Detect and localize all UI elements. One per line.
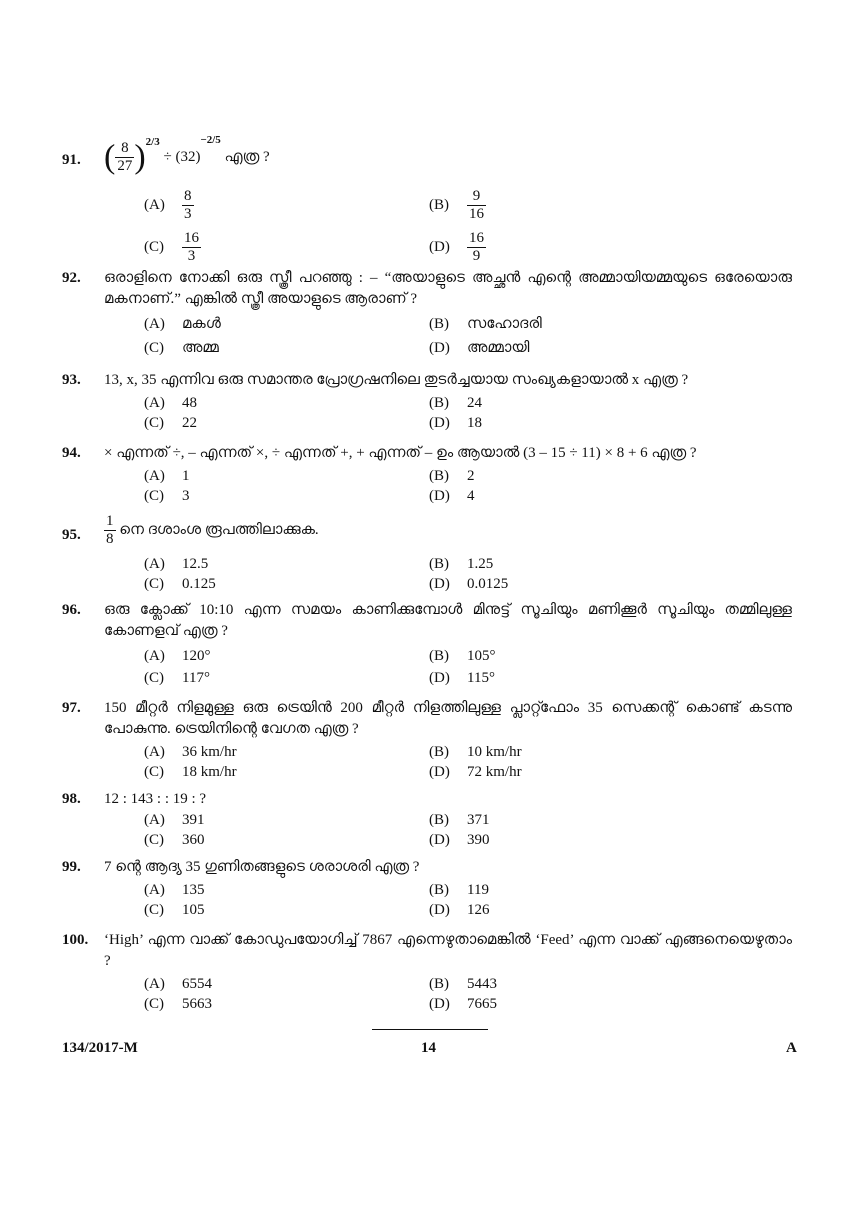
question-number: 96. [62, 602, 81, 618]
options [144, 742, 792, 782]
option-b: (B) 1.25 [429, 556, 494, 572]
option-c: (C) അമ്മ [144, 340, 219, 356]
options [144, 974, 792, 1014]
option-a: (A) 391 [144, 812, 205, 828]
question-95 [62, 513, 792, 594]
question-text: എത്ര ? [224, 149, 270, 165]
option-d: (D) 115° [429, 670, 495, 686]
question-number: 91. [62, 152, 81, 168]
option-b: (B) 119 [429, 882, 489, 898]
fraction: $\frac{8}{27}$ [117, 140, 133, 174]
option-b: (B) 371 [429, 812, 490, 828]
option-c: (C) 360 [144, 832, 205, 848]
option-d: (D) 18 [429, 415, 482, 431]
question-text: 12 : 143 : : 19 : ? [104, 791, 207, 807]
option-a: (A) 6554 [144, 976, 212, 992]
option-b: (B) 5443 [429, 976, 497, 992]
options [144, 810, 792, 850]
option-a: (A) മകൾ [144, 316, 221, 332]
option-c: (C) 5663 [144, 996, 212, 1012]
question-number: 93. [62, 372, 81, 388]
option-a: (A) $\frac{8}{3}$ [144, 188, 192, 222]
options [144, 646, 792, 688]
question-text: × എന്നത് ÷, – എന്നത് ×, ÷ എന്നത് +, + എന്നത് – ഉം ആയാൽ (3 – 15 ÷ 11) × 8 + 6 എത്ര ? [104, 445, 697, 461]
options [144, 554, 792, 594]
page-number: 14 [421, 1040, 436, 1056]
question-96 [62, 600, 792, 688]
question-93 [62, 370, 792, 433]
paren-close: ) [134, 138, 146, 176]
option-a: (A) 48 [144, 395, 197, 411]
question-99 [62, 857, 792, 920]
option-d: (D) 4 [429, 488, 475, 504]
option-c: (C) 22 [144, 415, 197, 431]
options [144, 393, 792, 433]
options [144, 312, 792, 356]
end-rule [372, 1029, 488, 1030]
question-text: ഒരാളിനെ നോക്കി ഒരു സ്ത്രീ പറഞ്ഞു : – “അയാളുടെ അച്ഛൻ എന്റെ അമ്മായിയമ്മയുടെ ഒരേയൊരു മകനാണ്.” എങ്കിൽ സ്ത്രീ അയാളുടെ ആരാണ് ? [104, 270, 792, 307]
option-a: (A) 120° [144, 648, 211, 664]
question-number: 94. [62, 445, 81, 461]
option-a: (A) 135 [144, 882, 205, 898]
question-text: 150 മീറ്റർ നിളമുള്ള ഒരു ട്രെയിൻ 200 മീറ്റർ നിളത്തിലുള്ള പ്ലാറ്റ്ഫോം 35 സെക്കന്റ് കൊണ്ട് കടന്നു പോകുന്നു. ട്രെയിനിന്റെ വേഗത എത്ര ? [104, 700, 792, 737]
question-100 [62, 930, 792, 1014]
option-c: (C) 0.125 [144, 576, 216, 592]
option-b: (B) $\frac{9}{16}$ [429, 188, 484, 222]
question-number: 95. [62, 527, 81, 543]
options [144, 188, 792, 274]
fraction: $\frac{1}{8}$ [106, 513, 114, 547]
options [144, 466, 792, 506]
option-d: (D) അമ്മായി [429, 340, 530, 356]
question-98 [62, 789, 792, 850]
question-text: ഒരു ക്ലോക്ക് 10:10 എന്ന സമയം കാണിക്കുമ്പോൾ മിനുട്ട് സൂചിയും മണിക്കൂർ സൂചിയും തമ്മിലുള്ള കോണളവ് എത്ര ? [104, 602, 792, 639]
exponent: 2/3 [145, 135, 160, 148]
question-97 [62, 698, 792, 782]
question-number: 99. [62, 859, 81, 875]
option-c: (C) 3 [144, 488, 190, 504]
question-text: 7 ന്റെ ആദ്യ 35 ഗുണിതങ്ങളുടെ ശരാശരി എത്ര ? [104, 859, 420, 875]
option-a: (A) 36 km/hr [144, 744, 237, 760]
question-text: ‘High’ എന്ന വാക്ക് കോഡുപയോഗിച്ച് 7867 എന്നെഴുതാമെങ്കിൽ ‘Feed’ എന്ന വാക്ക് എങ്ങനെയെഴുതാം ? [104, 932, 792, 969]
options [144, 880, 792, 920]
question-stem [104, 513, 792, 548]
question-number: 98. [62, 791, 81, 807]
paper-code: 134/2017-M [62, 1040, 138, 1056]
question-expression [104, 133, 792, 182]
option-b: (B) സഹോദരി [429, 316, 542, 332]
paren-open: ( [104, 138, 116, 176]
option-c: (C) 18 km/hr [144, 764, 237, 780]
series-letter: A [786, 1040, 797, 1056]
question-number: 100. [62, 932, 89, 948]
option-d: (D) 0.0125 [429, 576, 509, 592]
option-b: (B) 10 km/hr [429, 744, 522, 760]
option-c: (C) 105 [144, 902, 205, 918]
option-c: (C) $\frac{16}{3}$ [144, 230, 199, 264]
option-a: (A) 1 [144, 468, 190, 484]
option-d: (D) 7665 [429, 996, 497, 1012]
question-number: 92. [62, 270, 81, 286]
option-d: (D) 126 [429, 902, 490, 918]
option-b: (B) 105° [429, 648, 496, 664]
question-92 [62, 268, 792, 356]
question-text: 13, x, 35 എന്നിവ ഒരു സമാന്തര പ്രോഗ്രഷനിലെ തുടർച്ചയായ സംഖ്യകളായാൽ x എത്ര ? [104, 372, 689, 388]
question-91 [62, 133, 792, 274]
option-d: (D) 390 [429, 832, 490, 848]
operator-term: ÷ (32) [163, 149, 201, 165]
option-c: (C) 117° [144, 670, 210, 686]
question-94 [62, 443, 792, 506]
option-d: (D) 72 km/hr [429, 764, 522, 780]
option-a: (A) 12.5 [144, 556, 209, 572]
exponent: −2/5 [200, 133, 221, 146]
question-text: നെ ദശാംശ രൂപത്തിലാക്കുക. [119, 522, 319, 538]
option-b: (B) 24 [429, 395, 482, 411]
option-b: (B) 2 [429, 468, 475, 484]
option-d: (D) $\frac{16}{9}$ [429, 230, 484, 264]
question-number: 97. [62, 700, 81, 716]
